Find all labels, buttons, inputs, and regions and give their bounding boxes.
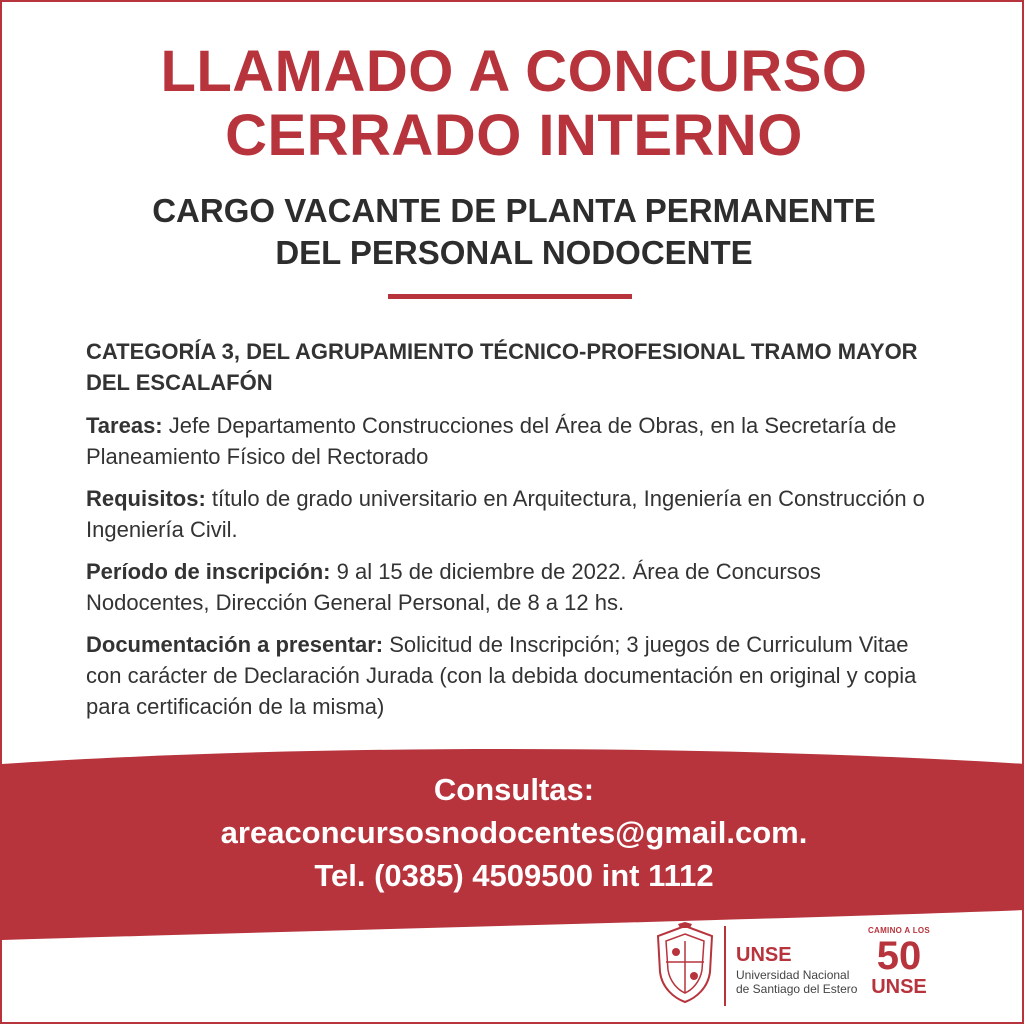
unse-full-line-2: de Santiago del Estero <box>736 982 858 996</box>
university-crest-icon <box>652 922 718 1006</box>
divider <box>388 294 632 299</box>
anniversary-top: CAMINO A LOS <box>867 926 931 935</box>
section-text: Solicitud de Inscripción; 3 juegos de Curriculum Vitae con carácter de Declaración Jurada (con la debida documentación en original y copia para certificación de la misma) <box>86 632 917 719</box>
consultas-heading: Consultas: <box>433 772 595 807</box>
section-label: Tareas: <box>86 413 163 438</box>
consultas <box>2 768 1024 897</box>
unse-short-name: UNSE <box>736 944 792 966</box>
unse-full-name <box>736 968 876 996</box>
section-label: Período de inscripción: <box>86 559 331 584</box>
section-documentacion <box>86 629 946 722</box>
content <box>86 336 946 733</box>
section-text: Jefe Departamento Construcciones del Área de Obras, en la Secretaría de Planeamiento Físico del Rectorado <box>86 413 897 469</box>
section-text: título de grado universitario en Arquitectura, Ingeniería en Construcción o Ingeniería Civil. <box>86 486 925 542</box>
unse-full-line-1: Universidad Nacional <box>736 968 850 982</box>
consultas-email[interactable]: areaconcursosnodocentes@gmail.com. <box>220 815 808 850</box>
consultas-phone[interactable]: Tel. (0385) 4509500 int 1112 <box>314 858 714 893</box>
main-title-line-1: LLAMADO A CONCURSO <box>160 39 868 104</box>
anniversary-number: 50 <box>876 934 922 978</box>
subtitle <box>2 190 1024 274</box>
anniversary-bottom: UNSE <box>871 976 927 998</box>
subtitle-line-1: CARGO VACANTE DE PLANTA PERMANENTE <box>152 192 876 229</box>
main-title <box>2 40 1024 168</box>
section-requisitos <box>86 483 946 545</box>
subtitle-line-2: DEL PERSONAL NODOCENTE <box>275 234 753 271</box>
category-heading: CATEGORÍA 3, DEL AGRUPAMIENTO TÉCNICO-PROFESIONAL TRAMO MAYOR DEL ESCALAFÓN <box>86 339 918 395</box>
section-periodo <box>86 556 946 618</box>
section-text: 9 al 15 de diciembre de 2022. Área de Concursos Nodocentes, Dirección General Personal, de 8 a 12 hs. <box>86 559 821 615</box>
footer-logos <box>652 920 952 1010</box>
main-title-line-2: CERRADO INTERNO <box>225 103 803 168</box>
section-label: Requisitos: <box>86 486 206 511</box>
anniversary-logo <box>866 926 932 1010</box>
logo-separator <box>724 926 726 1006</box>
section-tareas <box>86 410 946 472</box>
section-label: Documentación a presentar: <box>86 632 384 657</box>
